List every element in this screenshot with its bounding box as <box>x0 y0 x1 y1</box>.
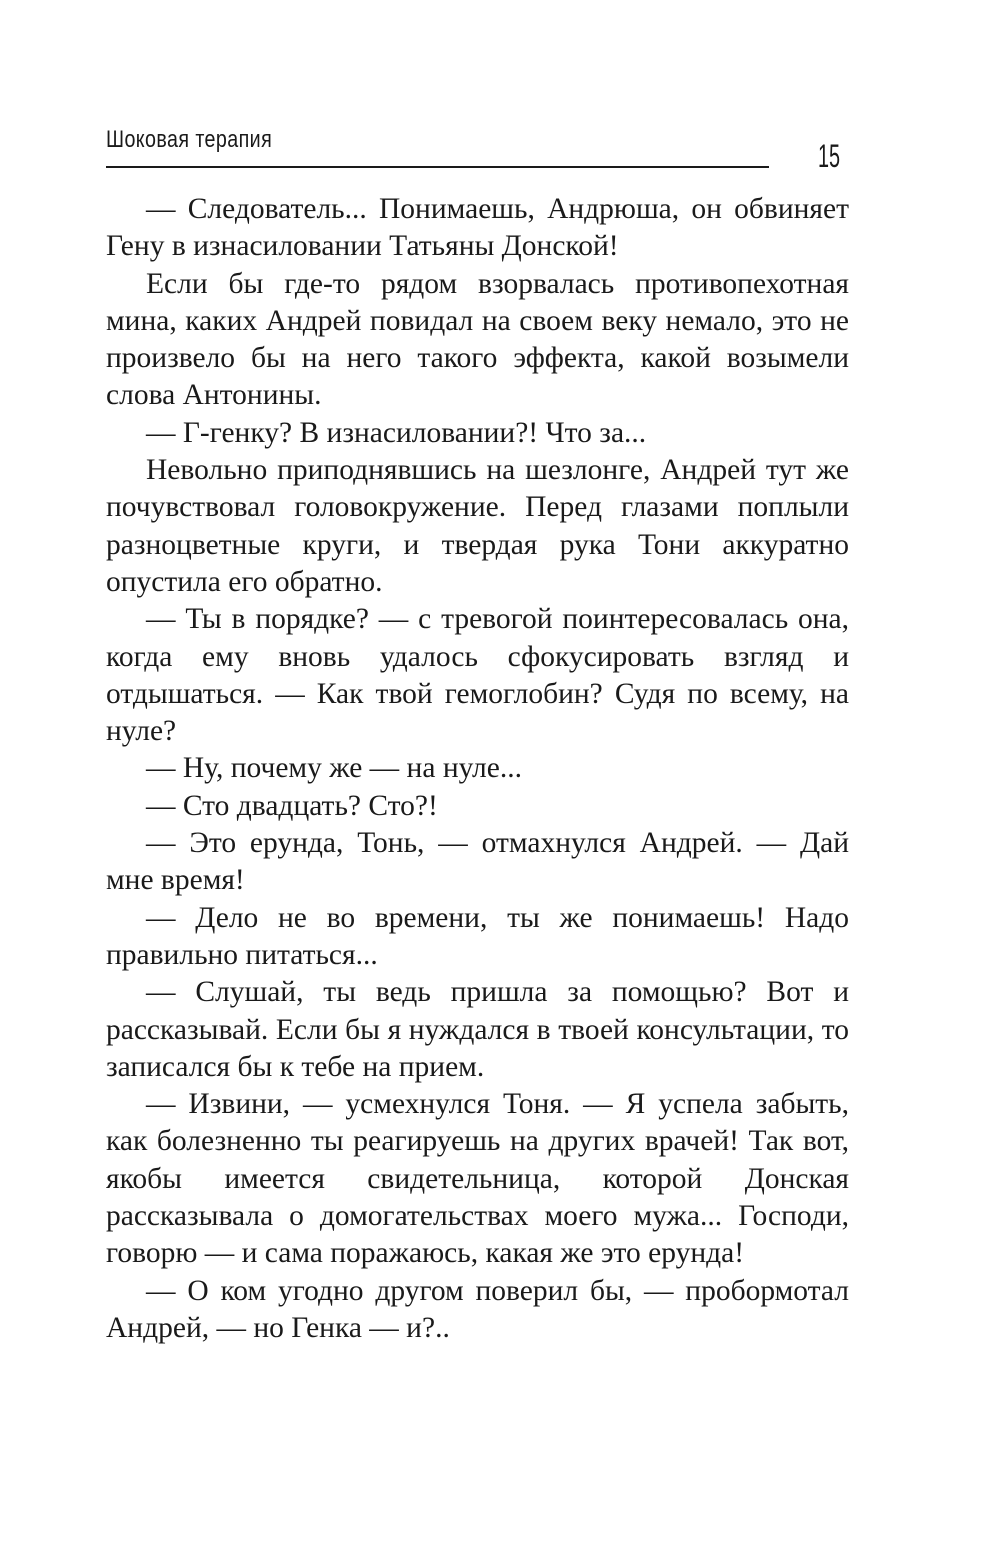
paragraph: — Слушай, ты ведь пришла за помощью? Вот и рассказывай. Если бы я нуждался в твоей консультации, то записался бы к тебе на прием. <box>106 976 849 1083</box>
paragraph: — Сто двадцать? Сто?! <box>146 789 438 822</box>
paragraph: — Ты в порядке? — с тревогой поинтересовалась она, когда ему вновь удалось сфокусировать взгляд и отдышаться. — Как твой гемоглобин? Судя по всему, на нуле? <box>106 603 849 748</box>
header-divider <box>106 166 769 168</box>
paragraph: Если бы где-то рядом взорвалась противопехотная мина, каких Андрей повидал на своем веку немало, это не произвело бы на него такого эффекта, какой возымели слова Антонины. <box>106 267 849 412</box>
paragraph: — Следователь... Понимаешь, Андрюша, он обвиняет Гену в изнасиловании Татьяны Донской! <box>106 193 849 263</box>
paragraph: — О ком угодно другом поверил бы, — пробормотал Андрей, — но Генка — и?.. <box>106 1274 849 1344</box>
paragraph: — Г-генку? В изнасиловании?! Что за... <box>146 416 647 449</box>
paragraph: — Это ерунда, Тонь, — отмахнулся Андрей. — Дай мне время! <box>106 827 849 897</box>
body-text <box>106 191 849 1347</box>
paragraph: Невольно приподнявшись на шезлонге, Андрей тут же почувствовал головокружение. Перед глазами поплыли разноцветные круги, и твердая рука Тони аккуратно опустила его обратно. <box>106 454 849 598</box>
running-title: Шоковая терапия <box>106 126 273 153</box>
paragraph: — Извини, — усмехнулся Тоня. — Я успела забыть, как болезненно ты реагируешь на других врачей! Так вот, якобы имеется свидетельница, которой Донская рассказывала о домогательствах моего мужа... Господи, говорю — и сама поражаюсь, какая же это ерунда! <box>106 1088 849 1270</box>
page-number: 15 <box>818 138 841 174</box>
paragraph: — Ну, почему же — на нуле... <box>146 752 522 785</box>
paragraph: — Дело не во времени, ты же понимаешь! Надо правильно питаться... <box>106 901 849 971</box>
